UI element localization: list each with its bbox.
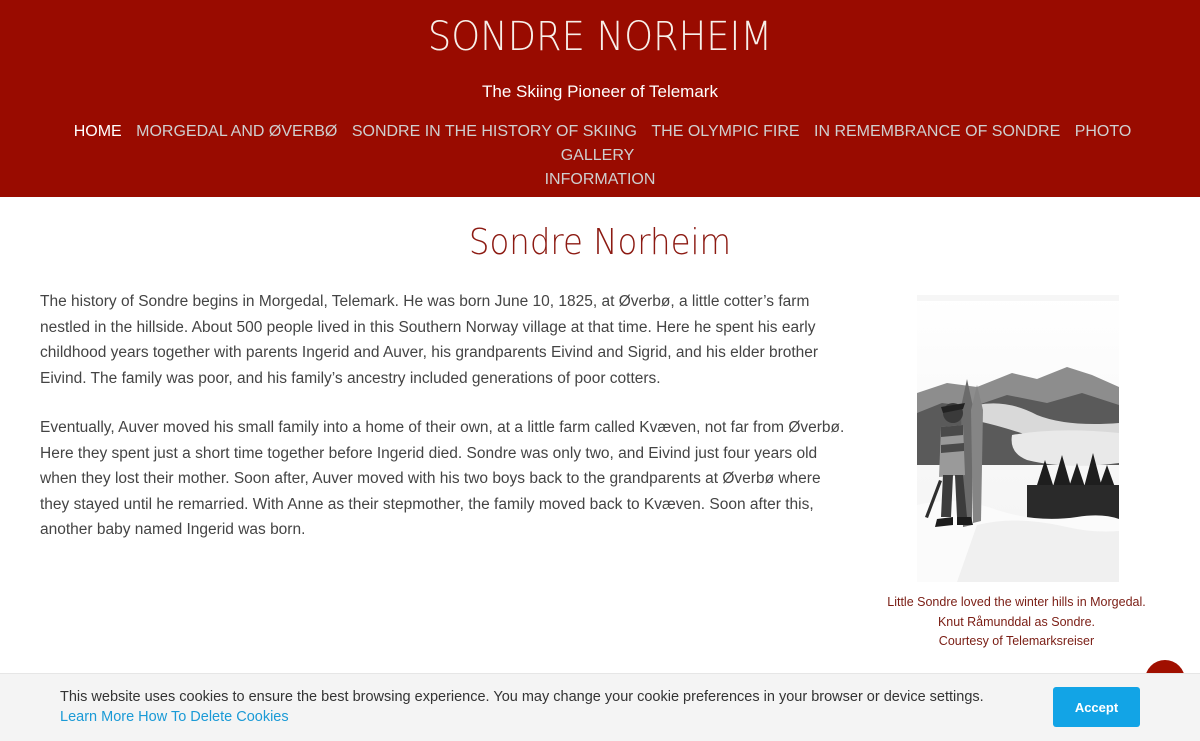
caption-line: Courtesy of Telemarksreiser — [938, 634, 1095, 648]
caption-line: Knut Råmunddal as Sondre. — [937, 614, 1096, 629]
nav-history-of-skiing[interactable]: SONDRE IN THE HISTORY OF SKIING — [351, 123, 637, 140]
site-title[interactable]: SONDRE NORHEIM — [427, 14, 773, 60]
cookie-learn-more-link[interactable]: Learn More How To Delete Cookies — [60, 708, 289, 725]
cookie-text: This website uses cookies to ensure the best browsing experience. You may change your cookie preferences in your browser or device settings. — [60, 689, 984, 705]
accept-cookies-button[interactable]: Accept — [1053, 687, 1140, 727]
site-tagline: The Skiing Pioneer of Telemark — [482, 82, 718, 101]
article-paragraph: The history of Sondre begins in Morgedal, Telemark. He was born June 10, 1825, at Øverbø, a little cotter’s farm nestled in the hillside. About 500 people lived in this Southern Norway village at that time. Here he spent his early childhood years together with parents Ingerid and Auver, his grandparents Eivind and Sigrid, and his elder brother Eivind. The family was poor, and his family’s ancestry included generations of poor cotters. — [40, 293, 819, 387]
article-paragraph: Eventually, Auver moved his small family into a home of their own, at a little farm called Kvæven, not far from Øverbø. Here they spent just a short time together before Ingerid died. Sondre was only two, and Eivind just four years old when they lost their mother. Soon after, Auver moved with his two boys back to the grandparents at Øverbø where they stayed until he remarried. With Anne as their stepmother, the family moved back to Kvæven. Soon after this, another baby named Ingerid was born. — [40, 419, 845, 538]
cookie-message — [60, 688, 1020, 727]
nav-morgedal-and-overbo[interactable]: MORGEDAL AND ØVERBØ — [136, 123, 338, 140]
photo-illustration — [917, 295, 1119, 582]
cookie-banner — [0, 673, 1200, 741]
nav-information[interactable]: INFORMATION — [544, 171, 656, 188]
nav-photo-gallery[interactable]: PHOTO GALLERY — [560, 123, 1132, 164]
article-body — [40, 289, 850, 567]
nav-in-remembrance[interactable]: IN REMEMBRANCE OF SONDRE — [814, 123, 1061, 140]
site-header — [0, 0, 1200, 197]
main-nav — [30, 120, 1170, 192]
nav-home[interactable]: HOME — [73, 123, 122, 140]
nav-olympic-fire[interactable]: THE OLYMPIC FIRE — [651, 123, 800, 140]
page-title: Sondre Norheim — [468, 222, 732, 263]
caption-line: Little Sondre loved the winter hills in Morgedal. — [887, 595, 1146, 609]
photo-caption — [860, 593, 1173, 652]
sondre-skiing-photo — [917, 295, 1119, 582]
